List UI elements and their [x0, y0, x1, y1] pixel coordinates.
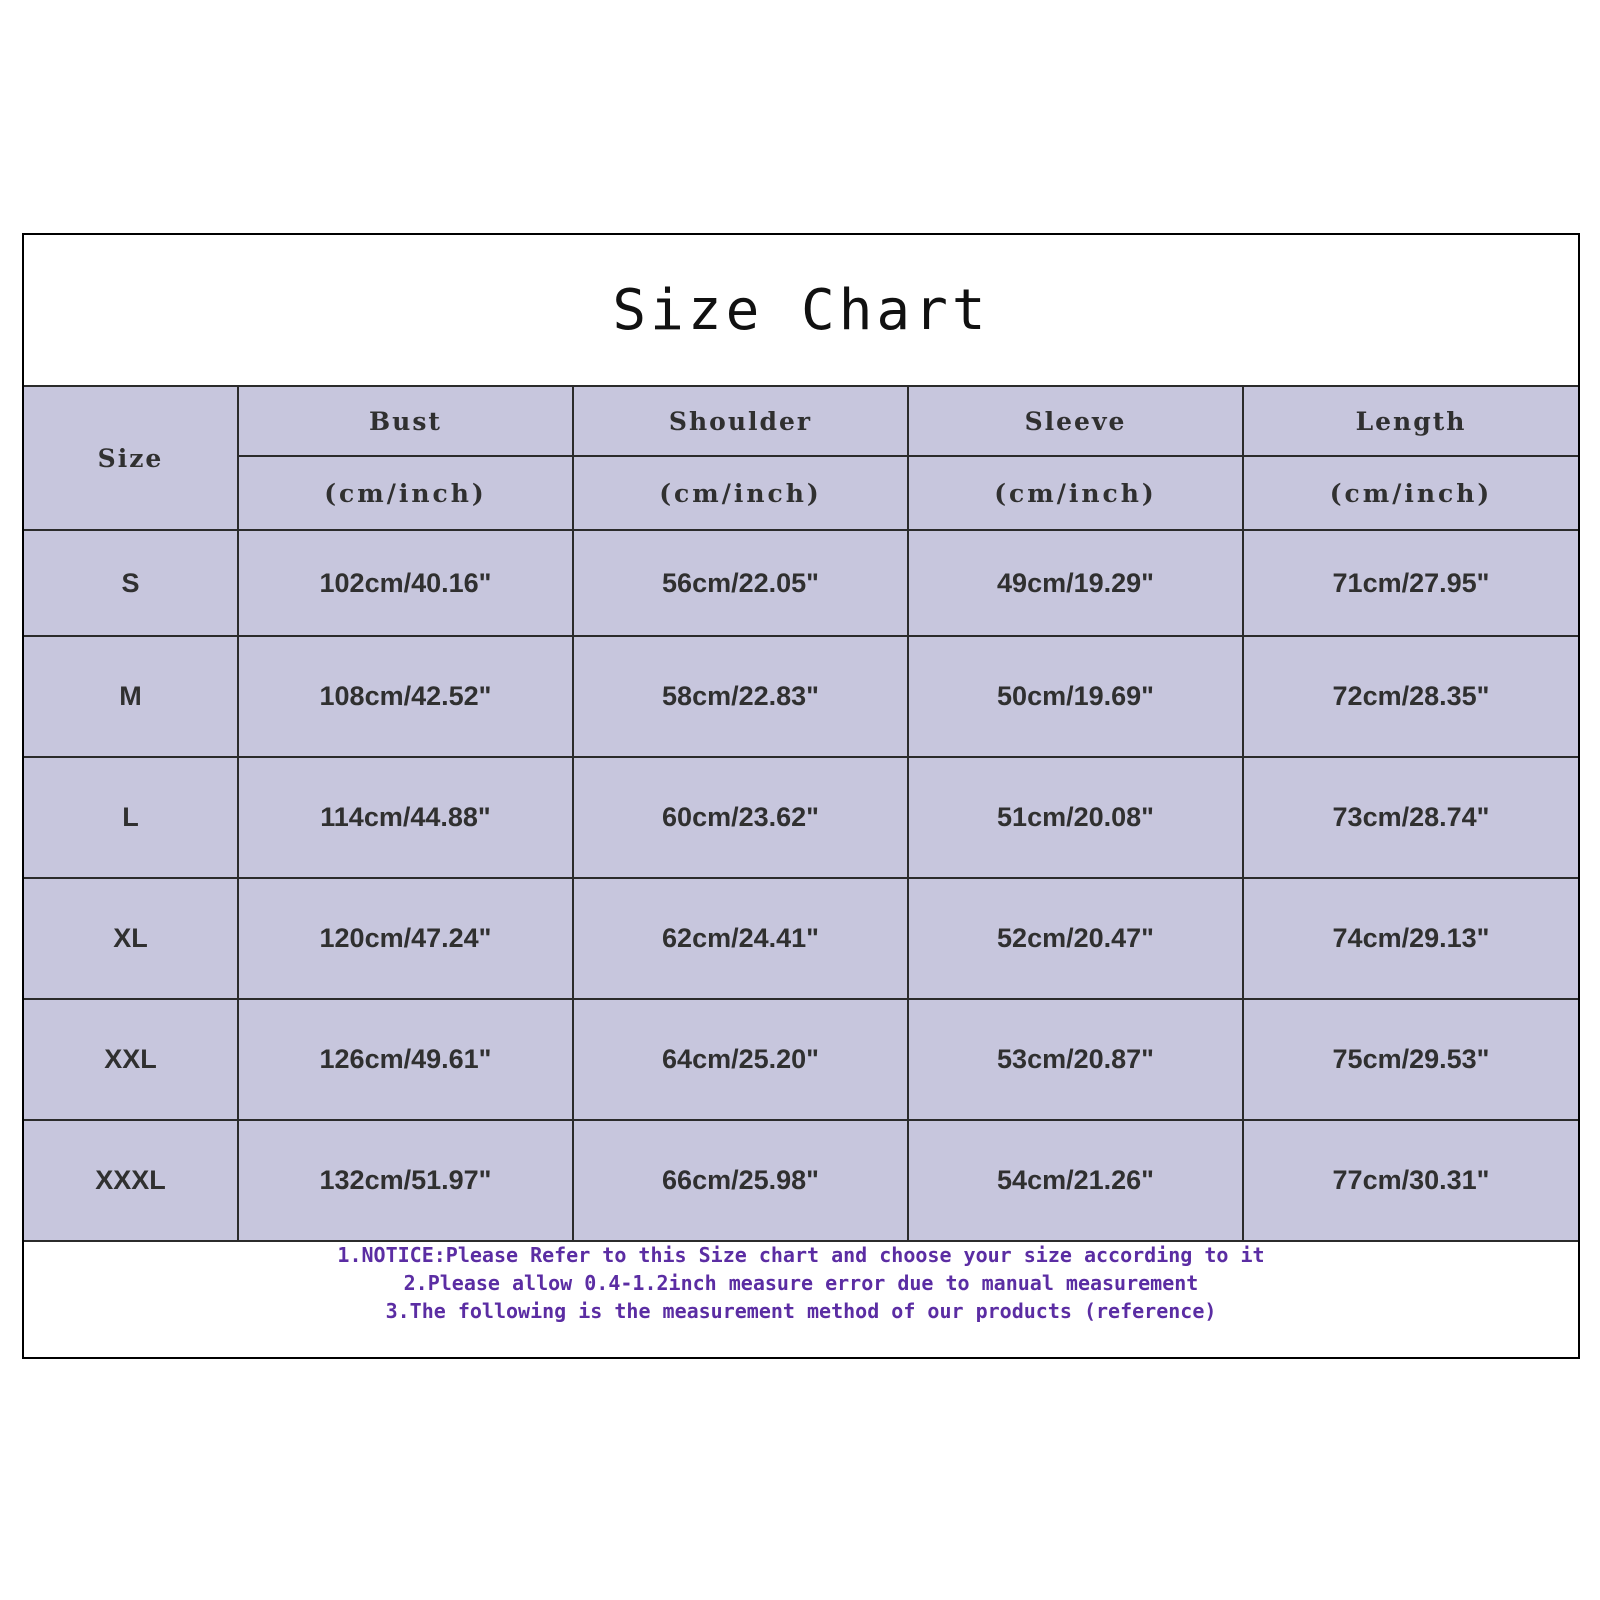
table-cell: 126cm/49.61"	[238, 999, 573, 1120]
size-cell: L	[24, 757, 238, 878]
table-cell: 53cm/20.87"	[908, 999, 1243, 1120]
table-row	[24, 1120, 1578, 1241]
table-cell: 60cm/23.62"	[573, 757, 908, 878]
table-cell: 75cm/29.53"	[1243, 999, 1578, 1120]
table-cell: 102cm/40.16"	[238, 530, 573, 636]
table-cell: 77cm/30.31"	[1243, 1120, 1578, 1241]
table-cell: 72cm/28.35"	[1243, 636, 1578, 757]
table-row	[24, 757, 1578, 878]
size-cell: XXL	[24, 999, 238, 1120]
table-cell: 64cm/25.20"	[573, 999, 908, 1120]
unit-row	[24, 456, 1578, 530]
column-header-length: Length	[1243, 386, 1578, 456]
table-cell: 74cm/29.13"	[1243, 878, 1578, 999]
table-cell: 71cm/27.95"	[1243, 530, 1578, 636]
size-table	[24, 385, 1578, 1242]
unit-label-length: (cm/inch)	[1243, 456, 1578, 530]
table-cell: 62cm/24.41"	[573, 878, 908, 999]
table-cell: 114cm/44.88"	[238, 757, 573, 878]
chart-title: Size Chart	[612, 277, 990, 343]
table-cell: 50cm/19.69"	[908, 636, 1243, 757]
table-row	[24, 878, 1578, 999]
size-cell: M	[24, 636, 238, 757]
note-line: 2.Please allow 0.4-1.2inch measure error due to manual measurement	[403, 1271, 1199, 1295]
column-header-bust: Bust	[238, 386, 573, 456]
table-row	[24, 636, 1578, 757]
size-cell: XXXL	[24, 1120, 238, 1241]
table-cell: 132cm/51.97"	[238, 1120, 573, 1241]
table-row	[24, 530, 1578, 636]
column-header-sleeve: Sleeve	[908, 386, 1243, 456]
size-header: Size	[24, 386, 238, 530]
column-header-shoulder: Shoulder	[573, 386, 908, 456]
table-cell: 54cm/21.26"	[908, 1120, 1243, 1241]
unit-label-sleeve: (cm/inch)	[908, 456, 1243, 530]
note-line: 3.The following is the measurement method of our products (reference)	[385, 1299, 1217, 1323]
table-cell: 49cm/19.29"	[908, 530, 1243, 636]
header-row	[24, 386, 1578, 456]
table-cell: 51cm/20.08"	[908, 757, 1243, 878]
unit-label-bust: (cm/inch)	[238, 456, 573, 530]
table-cell: 73cm/28.74"	[1243, 757, 1578, 878]
table-row	[24, 999, 1578, 1120]
size-cell: XL	[24, 878, 238, 999]
table-cell: 56cm/22.05"	[573, 530, 908, 636]
table-cell: 120cm/47.24"	[238, 878, 573, 999]
note-line: 1.NOTICE:Please Refer to this Size chart and choose your size according to it	[337, 1243, 1265, 1267]
size-cell: S	[24, 530, 238, 636]
table-cell: 108cm/42.52"	[238, 636, 573, 757]
unit-label-shoulder: (cm/inch)	[573, 456, 908, 530]
notes-section	[24, 1235, 1578, 1325]
table-cell: 58cm/22.83"	[573, 636, 908, 757]
table-cell: 66cm/25.98"	[573, 1120, 908, 1241]
table-cell: 52cm/20.47"	[908, 878, 1243, 999]
size-chart	[22, 233, 1580, 1359]
